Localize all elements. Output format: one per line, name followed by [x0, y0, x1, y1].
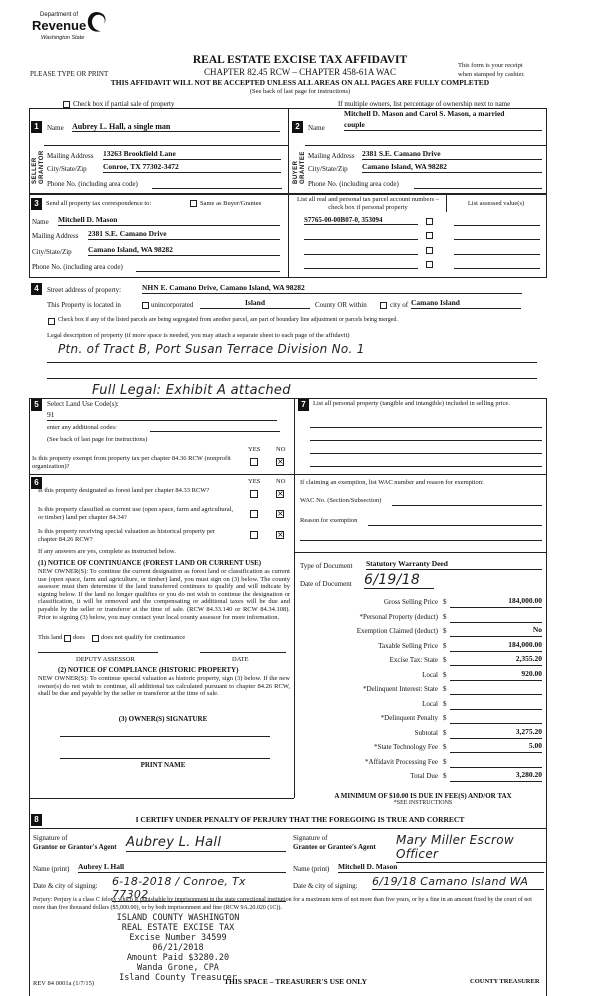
owner-signature-label: (3) OWNER(S) SIGNATURE — [118, 715, 208, 723]
buyer-name-value-2: couple — [344, 121, 542, 131]
seller-mailing-value[interactable]: 13263 Brookfield Lane — [103, 150, 281, 160]
tax-row-value[interactable] — [450, 757, 542, 768]
reason-label: Reason for exemption — [300, 517, 358, 524]
deputy-date-label: DATE — [232, 656, 249, 663]
forest-question: Is this property designated as forest land per chapter 84.33 RCW? — [38, 487, 210, 494]
logo-dept-line1: Department of — [40, 12, 79, 18]
tax-row-label: *Delinquent Penalty — [380, 714, 438, 722]
receipt-note-line1: This form is your receipt — [458, 62, 523, 69]
multiple-owners-label: If multiple owners, list percentage of ownership next to name — [338, 100, 511, 108]
unincorporated-checkbox[interactable] — [142, 302, 149, 309]
buyer-phone-label: Phone No. (including area code) — [308, 180, 399, 188]
exemption-label: If claiming an exemption, list WAC number and reason for exemption: — [300, 479, 484, 486]
tax-row-value[interactable]: 2,355.20 — [450, 655, 542, 666]
current-use-no-checkbox[interactable]: × — [277, 509, 284, 518]
seller-name-label: Name — [47, 124, 64, 132]
parcel-value[interactable]: S7765-00-00B07-0, 353094 — [304, 216, 418, 225]
seller-city-label: City/State/Zip — [47, 165, 87, 173]
seller-name-value: Aubrey L. Hall, a single man — [72, 122, 280, 132]
grantor-date-value[interactable]: 6-18-2018 / Conroe, Tx 77302 — [112, 876, 286, 902]
does-label: does — [73, 634, 85, 641]
grantor-signature[interactable]: Aubrey L. Hall — [126, 836, 286, 852]
tax-row-label: *Personal Property (deduct) — [359, 612, 438, 621]
city-of-label: city of — [390, 301, 409, 309]
tax-city-value[interactable]: Camano Island, WA 98282 — [88, 246, 280, 256]
street-label: Street address of property: — [47, 286, 122, 294]
grantor-name-print-label: Name (print) — [33, 865, 70, 873]
see-instructions: *SEE INSTRUCTIONS — [393, 800, 453, 806]
section-6-number: 6 — [31, 477, 42, 489]
tax-name-label: Name — [32, 218, 49, 226]
tax-row-dollar: $ — [443, 627, 447, 635]
forest-no-checkbox[interactable]: × — [277, 489, 284, 498]
parcel-2-checkbox[interactable] — [426, 232, 433, 239]
historic-question: Is this property receiving special valuation as historical property per chapter 84.26 RCW? — [38, 528, 216, 543]
partial-sale-checkbox[interactable] — [63, 101, 70, 108]
does-checkbox[interactable] — [64, 635, 71, 642]
current-use-question: Is this property classified as current use (open space, farm and agricultural, or timber) land per chapter 84.34? — [38, 506, 234, 521]
deputy-assessor-label: DEPUTY ASSESSOR — [76, 656, 135, 663]
tax-row-value[interactable] — [450, 684, 542, 695]
tax-row-label: Taxable Selling Price — [378, 641, 438, 650]
swoosh-icon — [86, 10, 108, 34]
grantor-name-print-value[interactable]: Aubrey L Hall — [78, 863, 286, 873]
form-revision: REV 84 0001a (1/7/15) — [33, 980, 95, 987]
additional-codes-label: enter any additional codes: — [47, 424, 117, 431]
warning-text: THIS AFFIDAVIT WILL NOT BE ACCEPTED UNLESS ALL AREAS ON ALL PAGES ARE FULLY COMPLETED — [110, 78, 490, 87]
section5-yes: YES — [248, 446, 261, 453]
tax-row-label: *Affidavit Processing Fee — [365, 757, 438, 766]
land-use-see-back: (See back of last page for instructions) — [47, 436, 148, 443]
tax-row-label: Exemption Claimed (deduct) — [356, 627, 438, 635]
historic-no-checkbox[interactable]: × — [277, 530, 284, 539]
section-5-number: 5 — [31, 399, 42, 411]
logo-state: Washington State — [41, 35, 85, 41]
parcel-3-checkbox[interactable] — [426, 247, 433, 254]
buyer-city-value[interactable]: Camano Island, WA 98282 — [362, 163, 542, 173]
tax-mailing-value[interactable]: 2381 S.E. Camano Drive — [88, 230, 280, 240]
tax-name-value[interactable]: Mitchell D. Mason — [58, 216, 280, 226]
tax-row-label: Excise Tax: State — [389, 656, 438, 664]
doc-type-value[interactable]: Statutory Warranty Deed — [366, 560, 542, 570]
tax-row-label: *Delinquent Interest: State — [362, 685, 438, 693]
see-back: (See back of last page for instructions) — [249, 88, 351, 95]
print-name-label: PRINT NAME — [140, 761, 186, 769]
located-label: This Property is located in — [47, 301, 121, 309]
tax-row-value[interactable] — [450, 713, 542, 724]
form-subtitle: CHAPTER 82.45 RCW – CHAPTER 458-61A WAC — [204, 67, 396, 77]
tax-row-dollar: $ — [443, 598, 447, 606]
grantee-signature[interactable]: Mary Miller Escrow Officer — [396, 834, 546, 863]
section5-no: NO — [276, 446, 286, 453]
legal-description-handwritten[interactable]: Ptn. of Tract B, Port Susan Terrace Division No. 1 — [58, 342, 365, 356]
exempt-no-checkbox[interactable]: × — [277, 457, 284, 466]
receipt-note-line2: when stamped by cashier. — [458, 71, 525, 78]
form-title: REAL ESTATE EXCISE TAX AFFIDAVIT — [192, 54, 408, 66]
tax-row-label: Subtotal — [414, 728, 438, 737]
county-value[interactable]: Island — [200, 299, 310, 309]
same-as-buyer-checkbox[interactable] — [190, 200, 197, 207]
historic-text: NEW OWNER(S): To continue special valuation as historic property, sign (3) below. If the new owner(s) do not wish to continue, all additional tax calculated pursuant to chapter 84.26 RCW, shall be due and payable by the seller or transferor at the time of sale. — [38, 675, 290, 698]
treasurer-stamp — [88, 913, 268, 983]
grantee-sig-label1: Signature of — [293, 834, 328, 842]
if-yes-note: If any answers are yes, complete as instructed below. — [38, 548, 176, 555]
grantor-agent-label: Grantor or Grantor's Agent — [33, 843, 117, 851]
county-or-label: County OR within — [315, 301, 367, 309]
section-2-number: 2 — [292, 121, 303, 133]
seller-phone-label: Phone No. (including area code) — [47, 180, 138, 188]
send-correspondence-label: Send all property tax correspondence to: — [46, 200, 152, 207]
section-1-number: 1 — [31, 121, 42, 133]
legal-exhibit-handwritten[interactable]: Full Legal: Exhibit A attached — [92, 383, 291, 398]
buyer-mailing-value[interactable]: 2381 S.E. Camano Drive — [362, 150, 542, 160]
section6-yes: YES — [248, 478, 261, 485]
historic-yes-checkbox[interactable] — [250, 531, 258, 539]
land-use-label: Select Land Use Code(s): — [47, 400, 119, 408]
tax-row-value[interactable]: 184,000.00 — [450, 597, 542, 608]
doc-date-label: Date of Document — [300, 580, 352, 588]
tax-row-value[interactable]: 920.00 — [450, 670, 542, 681]
tax-row-dollar: $ — [443, 685, 447, 693]
city-value[interactable]: Camano Island — [411, 299, 521, 309]
grantee-date-label: Date & city of signing: — [293, 882, 358, 890]
tax-row-value[interactable]: 184,000.00 — [450, 641, 542, 652]
receipt-note — [458, 61, 525, 79]
section-7-number: 7 — [298, 399, 309, 411]
doc-type-label: Type of Document — [300, 562, 353, 570]
unincorporated-label: unincorporated — [151, 301, 194, 309]
tax-row-value[interactable]: 3,275.20 — [450, 728, 542, 739]
section-4-number: 4 — [31, 283, 42, 295]
this-land-label: This land — [38, 634, 63, 641]
stamp-line4: 06/21/2018 — [152, 943, 204, 953]
stamp-line7: Island County Treasurer — [119, 973, 237, 983]
tax-row-value[interactable]: 5.00 — [450, 742, 542, 753]
tax-row-dollar: $ — [443, 743, 447, 751]
exempt-yes-checkbox[interactable] — [250, 458, 258, 466]
seller-city-value[interactable]: Conroe, TX 77302-3472 — [103, 163, 281, 173]
does-not-checkbox[interactable] — [92, 635, 99, 642]
tax-row-label: Local — [422, 699, 438, 708]
stamp-line1: ISLAND COUNTY WASHINGTON — [116, 913, 240, 923]
seller-side-label: SELLER GRANTOR — [32, 150, 45, 184]
tax-city-label: City/State/Zip — [32, 248, 72, 256]
grantor-date-label: Date & city of signing: — [33, 882, 98, 890]
doc-date-value[interactable]: 6/19/18 — [364, 572, 434, 589]
tax-row-label: *State Technology Fee — [374, 743, 438, 751]
stamp-line6: Wanda Grone, CPA — [137, 963, 219, 973]
logo-revenue: Revenue — [32, 18, 87, 33]
grantee-agent-label: Grantee or Grantee's Agent — [293, 843, 376, 851]
tax-row-dollar: $ — [443, 772, 447, 780]
buyer-side-label: BUYER GRANTEE — [293, 151, 306, 184]
certify-text: I CERTIFY UNDER PENALTY OF PERJURY THAT THE FOREGOING IS TRUE AND CORRECT — [135, 815, 465, 824]
stamp-line2: REAL ESTATE EXCISE TAX — [121, 923, 235, 933]
buyer-name-label: Name — [308, 124, 325, 132]
forest-yes-checkbox[interactable] — [250, 490, 258, 498]
land-use-value[interactable]: 91 — [47, 411, 277, 421]
tax-row-dollar: $ — [443, 699, 447, 708]
tax-row-dollar: $ — [443, 757, 447, 766]
parcel-1-checkbox[interactable] — [426, 218, 433, 225]
tax-row-label: Total Due — [410, 772, 438, 780]
continuance-text: NEW OWNER(S): To continue the current designation as forest land or classification as current use (open space, farm and agriculture, or timber) land, you must sign on (3) below. The county assessor must then determine if the land transferred continues to qualify and will indicate by signing below. If the land no longer qualifies or you do not wish to continue the designation or classification, it will be removed and the compensating or additional taxes will be due and payable by the seller or transferor at the time of sale. (RCW 84.33.140 or RCW 84.34.108). Prior to signing (3) below, you may contact your local county assessor for more information. — [38, 568, 290, 621]
assessed-header: List assessed value(s) — [467, 200, 525, 207]
current-use-yes-checkbox[interactable] — [250, 510, 258, 518]
partial-sale-label: Check box if partial sale of property — [73, 100, 175, 108]
segregated-label: Check box if any of the listed parcels are being segregated from another parcel, are part of boundary line adjustment or parcels being merged. — [58, 317, 398, 323]
tax-row-value[interactable]: No — [450, 626, 542, 637]
treasurer-space-label: THIS SPACE – TREASURER'S USE ONLY — [224, 977, 368, 986]
legal-description-label: Legal description of property (if more space is needed, you may attach a separate sheet to each page of the affidavit) — [47, 332, 350, 339]
parcel-header: List all real and personal tax parcel account numbers – check box if personal property — [296, 196, 440, 211]
city-of-checkbox[interactable] — [380, 302, 387, 309]
exempt-question: Is this property exempt from property tax per chapter 84.36 RCW (nonprofit organization)? — [32, 455, 231, 470]
perjury-note: Perjury: Perjury is a class C felony which is punishable by imprisonment in the state correctional institution for a maximum term of not more than five years, or by a fine in an amount fixed by the court of not more than five thousand dollars ($5,000.00), or by both imprisonment and fine (RCW 9A.20.020 (1C)). — [33, 897, 532, 911]
buyer-city-label: City/State/Zip — [308, 165, 348, 173]
section-3-number: 3 — [31, 198, 42, 210]
personal-property-label: List all personal property (tangible and intangible) included in selling price. — [313, 400, 510, 407]
wac-label: WAC No. (Section/Subsection) — [300, 497, 382, 504]
county-treasurer-label: COUNTY TREASURER — [470, 978, 540, 985]
historic-title: (2) NOTICE OF COMPLIANCE (HISTORIC PROPERTY) — [58, 666, 239, 674]
segregated-checkbox[interactable] — [48, 318, 55, 325]
tax-row-dollar: $ — [443, 641, 447, 650]
tax-row-dollar: $ — [443, 714, 447, 722]
grantee-name-print-value[interactable]: Mitchell D. Mason — [338, 863, 544, 873]
same-as-buyer-label: Same as Buyer/Grantee — [200, 200, 262, 207]
street-value[interactable]: NHN E. Camano Drive, Camano Island, WA 98282 — [142, 284, 522, 294]
tax-row-value[interactable] — [450, 699, 542, 710]
revenue-logo — [32, 10, 110, 50]
tax-row-dollar: $ — [443, 612, 447, 621]
grantor-sig-label1: Signature of — [33, 834, 68, 842]
section6-no: NO — [276, 478, 286, 485]
stamp-line3: Excise Number 34599 — [129, 933, 227, 943]
grantee-name-print-label: Name (print) — [293, 865, 330, 873]
tax-phone-label: Phone No. (including area code) — [32, 263, 123, 271]
stamp-line5: Amount Paid $3280.20 — [126, 953, 230, 963]
please-type: PLEASE TYPE OR PRINT — [30, 70, 109, 78]
parcel-4-checkbox[interactable] — [426, 261, 433, 268]
minimum-fee-note: A MINIMUM OF $10.00 IS DUE IN FEE(S) AND/OR TAX — [334, 792, 512, 800]
buyer-name-value-1: Mitchell D. Mason and Carol S. Mason, a married — [344, 109, 505, 118]
tax-row-dollar: $ — [443, 656, 447, 664]
tax-row-value[interactable] — [450, 612, 542, 623]
tax-row-dollar: $ — [443, 670, 447, 679]
buyer-mailing-label: Mailing Address — [308, 152, 355, 160]
section-8-number: 8 — [31, 814, 42, 826]
continuance-title: (1) NOTICE OF CONTINUANCE (FOREST LAND OR CURRENT USE) — [38, 559, 262, 567]
grantee-date-value[interactable]: 6/19/18 Camano Island WA — [372, 876, 544, 890]
seller-mailing-label: Mailing Address — [47, 152, 94, 160]
tax-mailing-label: Mailing Address — [32, 232, 79, 240]
tax-row-label: Gross Selling Price — [383, 598, 438, 606]
tax-row-value[interactable]: 3,280.20 — [450, 771, 542, 782]
tax-row-label: Local — [422, 670, 438, 679]
does-not-label: does not qualify for continuance — [101, 634, 186, 641]
tax-row-dollar: $ — [443, 728, 447, 737]
